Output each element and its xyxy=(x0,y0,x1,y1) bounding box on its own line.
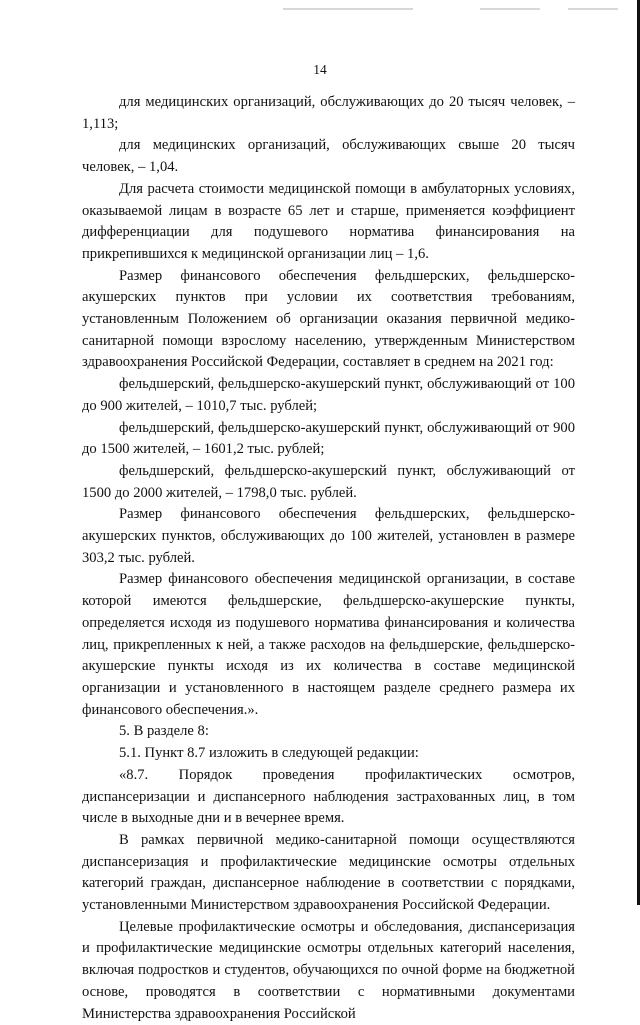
paragraph: Размер финансового обеспечения фельдшерских, фельдшерско-акушерских пунктов, обслуживающих до 100 жителей, установлен в размере 303,2 тыс. рублей. xyxy=(82,506,575,566)
scan-artifact xyxy=(568,8,618,10)
paragraph: для медицинских организаций, обслуживающих до 20 тысяч человек, – 1,113; xyxy=(82,94,575,132)
paragraph: 5.1. Пункт 8.7 изложить в следующей редакции: xyxy=(119,745,419,762)
paragraph: фельдшерский, фельдшерско-акушерский пункт, обслуживающий от 100 до 900 жителей, – 1010,7 тыс. рублей; xyxy=(82,376,575,414)
scan-artifact xyxy=(480,8,540,10)
paragraph: Целевые профилактические осмотры и обследования, диспансеризация и профилактические медицинские осмотры отдельных категорий населения, включая подростков и студентов, обучающихся по очной форме на бюджетной основе, проводятся в соответствии с нормативными документами Министерства здравоохранения Российской xyxy=(82,918,575,1022)
page-number: 14 xyxy=(313,62,327,77)
paragraph: фельдшерский, фельдшерско-акушерский пункт, обслуживающий от 1500 до 2000 жителей, – 1798,0 тыс. рублей. xyxy=(82,462,575,501)
paragraph: В рамках первичной медико-санитарной помощи осуществляются диспансеризация и профилактические медицинские осмотры отдельных категорий граждан, диспансерное наблюдение в соответствии с порядками, установленными Министерством здравоохранения Российской Федерации. xyxy=(82,831,575,914)
paragraph: Размер финансового обеспечения фельдшерских, фельдшерско-акушерских пунктов при условии их соответствия требованиям, установленным Положением об организации оказания первичной медико-санитарной помощи взрослому населению, утвержденным Министерством здравоохранения Российской Федерации, составляет в среднем на 2021 год: xyxy=(82,267,575,371)
scan-artifact xyxy=(283,8,413,10)
paragraph: фельдшерский, фельдшерско-акушерский пункт, обслуживающий от 900 до 1500 жителей, – 1601,2 тыс. рублей; xyxy=(82,419,575,458)
paragraph: для медицинских организаций, обслуживающих свыше 20 тысяч человек, – 1,04. xyxy=(82,137,575,176)
document-body xyxy=(82,92,575,1025)
paragraph: «8.7. Порядок проведения профилактических осмотров, диспансеризации и диспансерного наблюдения застрахованных лиц, в том числе в выходные дни и в вечернее время. xyxy=(82,766,575,827)
paragraph: Размер финансового обеспечения медицинской организации, в составе которой имеются фельдшерские, фельдшерско-акушерские пункты, определяется исходя из подушевого норматива финансирования и количества лиц, прикрепленных к ней, а также расходов на фельдшерские, фельдшерско-акушерские пункты исходя из их количества в составе медицинской организации и установленного в настоящем разделе среднего размера их финансового обеспечения.». xyxy=(82,571,575,718)
paragraph: Для расчета стоимости медицинской помощи в амбулаторных условиях, оказываемой лицам в возрасте 65 лет и старше, применяется коэффициент дифференциации для подушевого норматива финансирования на прикрепившихся к медицинской организации лиц – 1,6. xyxy=(82,180,575,262)
paragraph: 5. В разделе 8: xyxy=(119,723,209,740)
